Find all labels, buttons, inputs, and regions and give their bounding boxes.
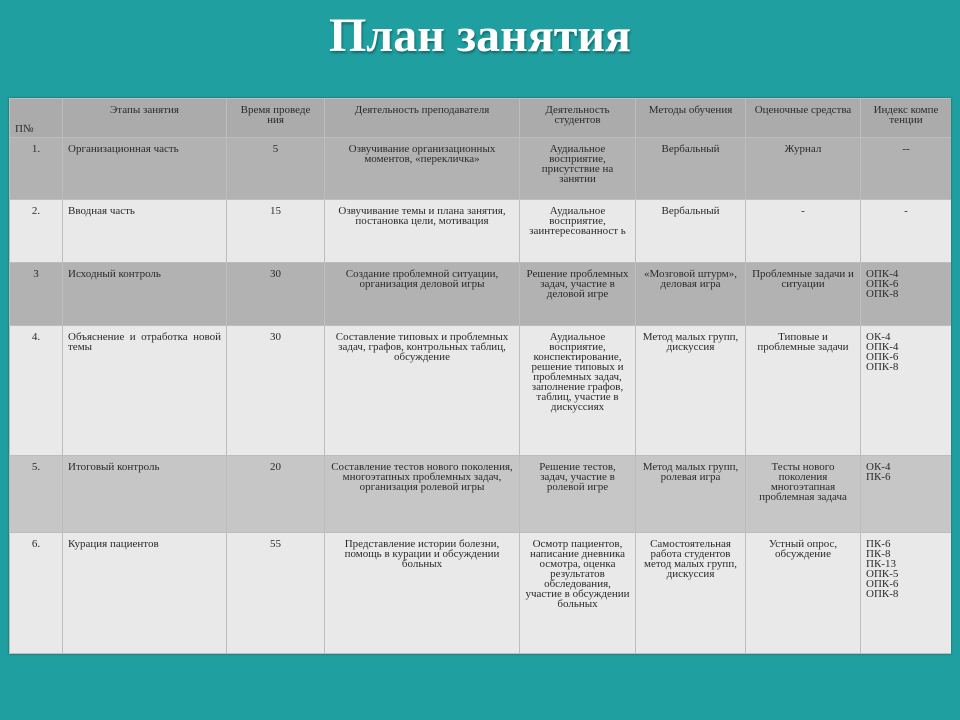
header-time: Время проведе ния: [227, 99, 325, 138]
competence-code: ОПК-4: [866, 268, 899, 280]
table-row: [10, 326, 952, 456]
row-methods: «Мозговой штурм», деловая игра: [636, 263, 746, 326]
row-assessment: Проблемные задачи и ситуации: [746, 263, 861, 326]
competence-code: ОПК-4: [866, 341, 899, 353]
row-number: 6.: [10, 533, 63, 654]
table-row: [10, 138, 952, 200]
row-teacher-activity: Создание проблемной ситуации, организация деловой игры: [325, 263, 520, 326]
competence-code: ПК-6: [866, 538, 891, 550]
header-student-activity: Деятельность студентов: [520, 99, 636, 138]
row-assessment: Тесты нового поколения многоэтапная проблемная задача: [746, 456, 861, 533]
row-methods: Вербальный: [636, 138, 746, 200]
row-number: 4.: [10, 326, 63, 456]
row-assessment: Типовые и проблемные задачи: [746, 326, 861, 456]
row-teacher-activity: Составление типовых и проблемных задач, графов, контрольных таблиц, обсуждение: [325, 326, 520, 456]
row-stage: Курация пациентов: [63, 533, 227, 654]
competence-code: ОК-4: [866, 461, 891, 473]
table-row: [10, 456, 952, 533]
row-methods: Вербальный: [636, 200, 746, 263]
row-number: 2.: [10, 200, 63, 263]
row-competence: [861, 326, 952, 456]
row-methods: Метод малых групп, ролевая игра: [636, 456, 746, 533]
row-student-activity: Аудиальное восприятие, заинтересованност ь: [520, 200, 636, 263]
row-stage: Объяснение и отработка новой темы: [63, 326, 227, 456]
row-number: 1.: [10, 138, 63, 200]
competence-code: ОПК-5: [866, 568, 899, 580]
competence-code: ПК-13: [866, 558, 896, 570]
row-time: 15: [227, 200, 325, 263]
row-competence: -: [861, 200, 952, 263]
table-row: [10, 263, 952, 326]
row-teacher-activity: Представление истории болезни, помощь в курации и обсуждении больных: [325, 533, 520, 654]
row-competence: [861, 263, 952, 326]
table-row: [10, 533, 952, 654]
competence-code: ПК-6: [866, 471, 891, 483]
competence-code: ОПК-6: [866, 278, 899, 290]
row-methods: Метод малых групп, дискуссия: [636, 326, 746, 456]
row-number: 5.: [10, 456, 63, 533]
row-competence: [861, 456, 952, 533]
row-competence: --: [861, 138, 952, 200]
row-methods: Самостоятельная работа студентов метод малых групп, дискуссия: [636, 533, 746, 654]
row-assessment: -: [746, 200, 861, 263]
table-header-row: [10, 99, 952, 138]
row-number: 3: [10, 263, 63, 326]
competence-code: ОПК-6: [866, 578, 899, 590]
row-assessment: Устный опрос, обсуждение: [746, 533, 861, 654]
header-competence: Индекс компе тенции: [861, 99, 952, 138]
header-stage: Этапы занятия: [63, 99, 227, 138]
competence-code: ОК-4: [866, 331, 891, 343]
row-stage: Исходный контроль: [63, 263, 227, 326]
competence-code: ПК-8: [866, 548, 891, 560]
row-time: 30: [227, 263, 325, 326]
row-time: 30: [227, 326, 325, 456]
row-time: 20: [227, 456, 325, 533]
lesson-plan-table: [9, 98, 951, 654]
row-student-activity: Аудиальное восприятие, присутствие на занятии: [520, 138, 636, 200]
row-student-activity: Решение тестов, задач, участие в ролевой игре: [520, 456, 636, 533]
row-teacher-activity: Составление тестов нового поколения, многоэтапных проблемных задач, организация ролевой игры: [325, 456, 520, 533]
header-methods: Методы обучения: [636, 99, 746, 138]
row-student-activity: Решение проблемных задач, участие в деловой игре: [520, 263, 636, 326]
competence-code: ОПК-8: [866, 588, 899, 600]
row-stage: Итоговый контроль: [63, 456, 227, 533]
row-assessment: Журнал: [746, 138, 861, 200]
header-assessment: Оценочные средства: [746, 99, 861, 138]
competence-code: ОПК-8: [866, 361, 899, 373]
row-competence: [861, 533, 952, 654]
row-student-activity: Осмотр пациентов, написание дневника осмотра, оценка результатов обследования, участие в обсуждении больных: [520, 533, 636, 654]
row-stage: Вводная часть: [63, 200, 227, 263]
slide-title: План занятия: [328, 9, 632, 62]
row-teacher-activity: Озвучивание организационных моментов, «перекличка»: [325, 138, 520, 200]
table-row: [10, 200, 952, 263]
row-time: 5: [227, 138, 325, 200]
row-time: 55: [227, 533, 325, 654]
header-number: П№: [10, 99, 63, 138]
row-teacher-activity: Озвучивание темы и плана занятия, постановка цели, мотивация: [325, 200, 520, 263]
row-student-activity: Аудиальное восприятие, конспектирование, решение типовых и проблемных задач, заполнение графов, таблиц, участие в дискуссиях: [520, 326, 636, 456]
competence-code: ОПК-6: [866, 351, 899, 363]
competence-code: ОПК-8: [866, 288, 899, 300]
row-stage: Организационная часть: [63, 138, 227, 200]
header-teacher-activity: Деятельность преподавателя: [325, 99, 520, 138]
